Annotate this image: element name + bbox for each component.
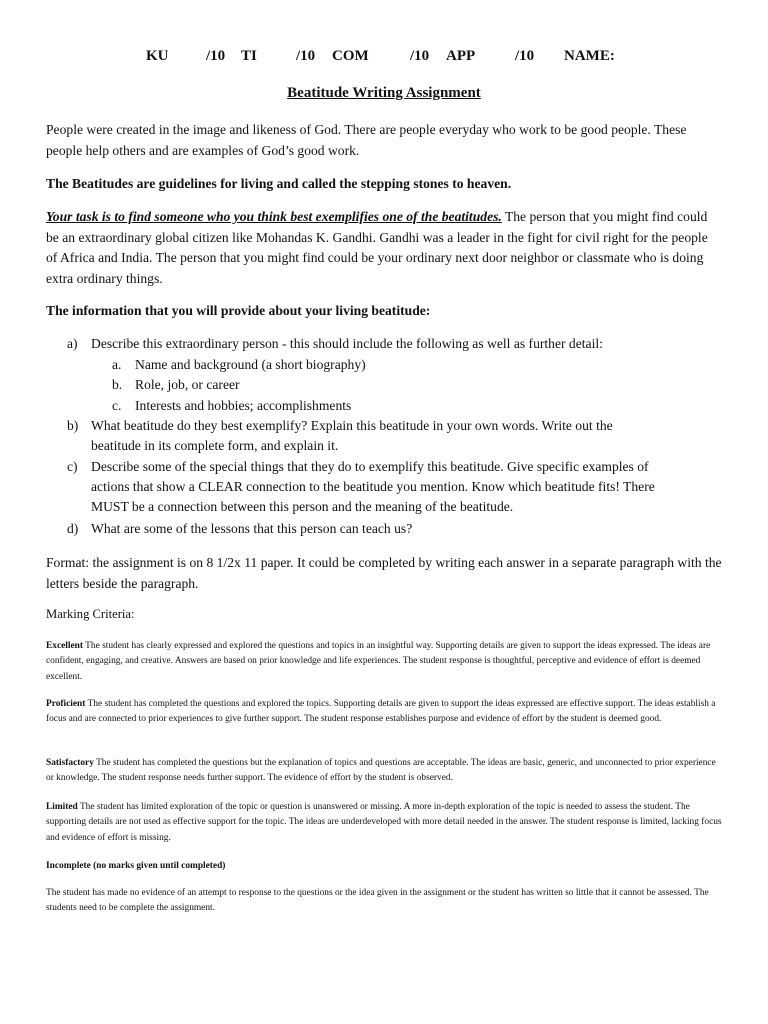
page-title: Beatitude Writing Assignment	[287, 85, 481, 101]
task-emphasis: Your task is to find someone who you think best exemplifies one of the beatitudes.	[46, 209, 502, 224]
incomplete-label: Incomplete (no marks given until completed)	[46, 861, 226, 871]
app-score: /10	[515, 48, 535, 64]
list-marker: b)	[67, 418, 79, 433]
intro-paragraph: People were created in the image and likeness of God. There are people everyday who work to be good people. These people help others and are examples of God’s good work.	[46, 122, 687, 158]
list-text: What beatitude do they best exemplify? Explain this beatitude in your own words. Write out the	[91, 418, 613, 433]
criteria-text: The student has completed the questions but the explanation of topics and questions are acceptable. The ideas are basic, generic, and unconnected to prior experience or knowledge. The student response needs further support. The evidence of effort by the student is observed.	[46, 758, 716, 784]
list-marker: a)	[67, 336, 78, 351]
criteria-label: Satisfactory	[46, 758, 94, 768]
criteria-proficient	[46, 697, 722, 728]
ti-score: /10	[296, 48, 316, 64]
sub-text: Name and background (a short biography)	[135, 357, 366, 372]
name-label: NAME:	[564, 48, 615, 64]
list-text: beatitude in its complete form, and explain it.	[91, 438, 339, 453]
sub-text: Interests and hobbies; accomplishments	[135, 398, 352, 413]
list-text: Describe some of the special things that they do to exemplify this beatitude. Give specific examples of	[91, 459, 649, 474]
sub-marker: b.	[112, 377, 123, 392]
sub-marker: c.	[112, 398, 122, 413]
ku-score: /10	[206, 48, 226, 64]
list-text: actions that show a CLEAR connection to the beatitude you mention. Know which beatitude fits! There	[91, 479, 655, 494]
criteria-satisfactory	[46, 756, 722, 787]
app-label: APP	[446, 48, 476, 64]
ku-label: KU	[146, 48, 169, 64]
sub-marker: a.	[112, 357, 122, 372]
list-text: What are some of the lessons that this person can teach us?	[91, 521, 413, 536]
list-text: MUST be a connection between this person and the meaning of the beatitude.	[91, 499, 514, 514]
list-text: Describe this extraordinary person - this should include the following as well as further detail:	[91, 336, 603, 351]
criteria-label: Excellent	[46, 641, 83, 651]
criteria-text: The student has clearly expressed and explored the questions and topics in an insightful way. Supporting details are given to support the ideas expressed. The ideas are confident, engaging, and creative. Answers are based on prior knowledge and life experiences. The student response is thoughtful, perceptive and evidence of effort is deemed excellent.	[46, 641, 711, 682]
task-paragraph	[46, 207, 722, 289]
ti-label: TI	[241, 48, 257, 64]
marking-criteria-label: Marking Criteria:	[46, 607, 135, 621]
criteria-label: Limited	[46, 802, 78, 812]
criteria-text: The student has limited exploration of the topic or question is unanswered or missing. A more in-depth exploration of the topic is needed to assess the student. The supporting details are not used as effective support for the topic. The ideas are underdeveloped with more detail needed in the answer. The student response is limited, lacking focus and evidence of effort is missing.	[46, 802, 722, 843]
criteria-limited	[46, 800, 722, 846]
com-label: COM	[332, 48, 369, 64]
criteria-excellent	[46, 639, 722, 685]
incomplete-paragraph: The student has made no evidence of an attempt to response to the questions or the idea given in the assignment or the student has written so little that it cannot be assessed. The students need to be complete the assignment.	[46, 888, 709, 914]
list-marker: d)	[67, 521, 79, 536]
criteria-label: Proficient	[46, 699, 86, 709]
info-heading: The information that you will provide about your living beatitude:	[46, 303, 431, 318]
format-paragraph: Format: the assignment is on 8 1/2x 11 paper. It could be completed by writing each answer in a separate paragraph with the letters beside the paragraph.	[46, 555, 722, 591]
list-marker: c)	[67, 459, 78, 474]
score-header	[46, 48, 718, 68]
com-score: /10	[410, 48, 430, 64]
beatitudes-statement: The Beatitudes are guidelines for living and called the stepping stones to heaven.	[46, 176, 512, 191]
task-rest: The person that you might find could be an extraordinary global citizen like Mohandas K. Gandhi. Gandhi was a leader in the fight for civil right for the people of Africa and India. The person that you might find could be your ordinary next door neighbor or classmate who is doing extra ordinary things.	[46, 209, 708, 286]
incomplete-heading	[46, 859, 722, 874]
criteria-text: The student has completed the questions and explored the topics. Supporting details are given to support the ideas expressed are effective support. The ideas establish a focus and are connected to prior experiences to give further support. The student response establishes purpose and evidence of effort by the student is deemed good.	[46, 699, 716, 725]
sub-text: Role, job, or career	[135, 377, 240, 392]
